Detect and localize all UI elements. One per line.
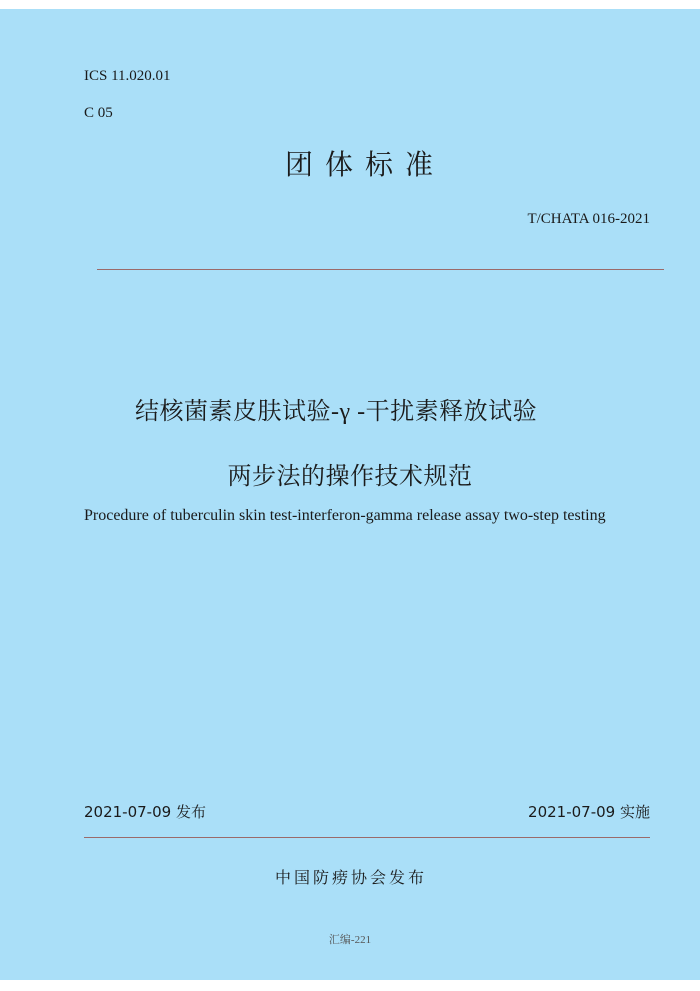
title-zh-line1: 结核菌素皮肤试验-γ -干扰素释放试验: [135, 399, 538, 425]
top-divider: [97, 269, 664, 270]
title-en: Procedure of tuberculin skin test-interferon-gamma release assay two-step testing: [84, 507, 606, 524]
standard-number: T/CHATA 016-2021: [527, 211, 650, 227]
ics-code: ICS 11.020.01: [84, 68, 171, 84]
page-mark: 汇编-221: [328, 934, 372, 946]
implement-date: 2021-07-09 实施: [528, 803, 650, 821]
standard-cover-page: [0, 9, 700, 980]
publisher: 中国防痨协会发布: [274, 868, 427, 887]
publish-date: 2021-07-09 发布: [84, 803, 206, 821]
ccs-code: C 05: [84, 105, 113, 121]
title-zh-line2: 两步法的操作技术规范: [227, 464, 473, 490]
standard-type-heading: 团体标准: [284, 148, 445, 181]
bottom-divider: [84, 837, 650, 838]
